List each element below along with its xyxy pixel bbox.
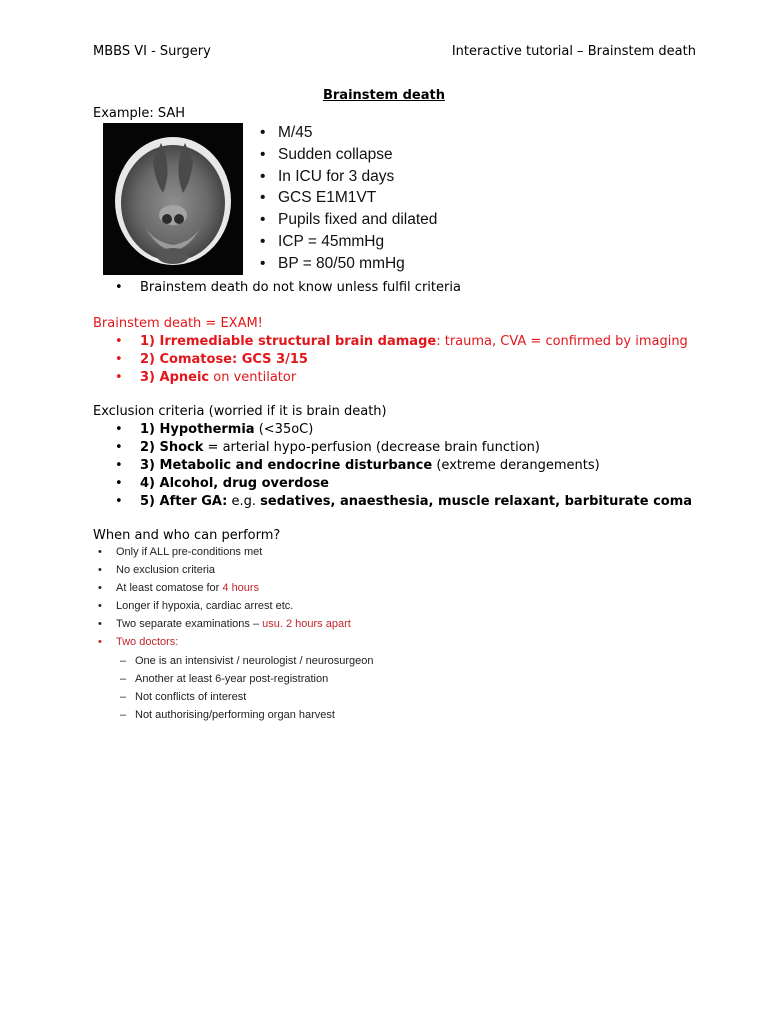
exclusion-section: [93, 403, 692, 511]
header-left: MBBS VI - Surgery: [93, 44, 211, 59]
ct-scan-image: [103, 123, 243, 275]
case-details-list: [260, 122, 437, 275]
exam-item: • 1) Irremediable structural brain damage: trauma, CVA = confirmed by imaging: [115, 334, 688, 349]
exclusion-heading: Exclusion criteria (worried if it is brain death): [93, 404, 387, 419]
page-title: Brainstem death: [322, 88, 445, 103]
exclusion-item: • 4) Alcohol, drug overdose: [115, 476, 330, 491]
perform-heading: When and who can perform?: [93, 528, 281, 543]
case-detail-item: • GCS E1M1VT: [260, 187, 437, 209]
exam-section: [93, 315, 688, 387]
example-label: Example: SAH: [93, 106, 186, 121]
case-detail-item: • BP = 80/50 mmHg: [260, 253, 437, 275]
case-detail-item: • In ICU for 3 days: [260, 166, 437, 188]
exam-item: • 2) Comatose: GCS 3/15: [115, 352, 308, 367]
case-detail-item: • ICP = 45mmHg: [260, 231, 437, 253]
exclusion-item: • 1) Hypothermia (<35oC): [115, 422, 314, 437]
case-detail-item: • Sudden collapse: [260, 144, 437, 166]
exclusion-item: • 2) Shock = arterial hypo-perfusion (decrease brain function): [115, 440, 540, 455]
exam-heading: Brainstem death = EXAM!: [93, 316, 263, 331]
case-detail-item: • M/45: [260, 122, 437, 144]
note-bullet: • Brainstem death do not know unless fulfil criteria: [115, 280, 461, 295]
case-detail-item: • Pupils fixed and dilated: [260, 209, 437, 231]
note-list: [93, 279, 461, 297]
exclusion-item: • 5) After GA: e.g. sedatives, anaesthesia, muscle relaxant, barbiturate coma: [115, 494, 693, 509]
header-right: Interactive tutorial – Brainstem death: [451, 44, 696, 59]
exclusion-item: • 3) Metabolic and endocrine disturbance (extreme derangements): [115, 458, 600, 473]
exam-item: • 3) Apneic on ventilator: [115, 370, 297, 385]
